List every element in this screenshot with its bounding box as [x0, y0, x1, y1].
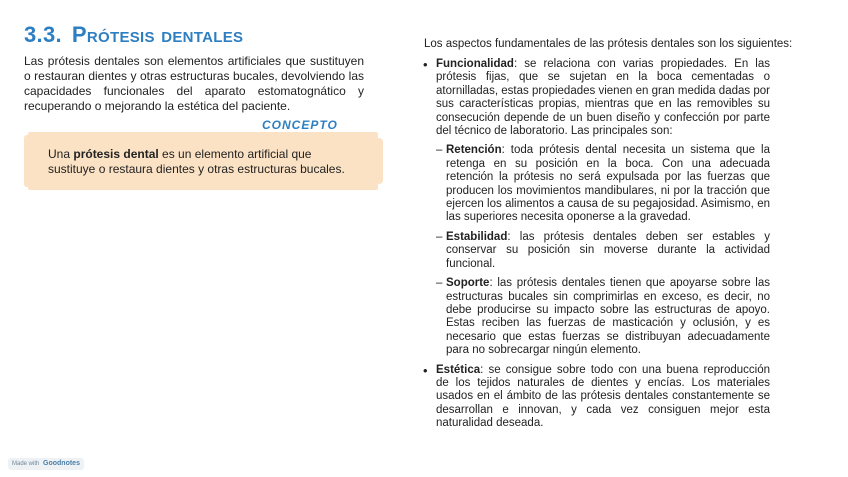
subitem-retencion: [436, 144, 770, 224]
subitem-soporte: [436, 277, 770, 357]
concept-label: CONCEPTO: [262, 118, 338, 132]
goodnotes-watermark: [8, 458, 84, 470]
subitem-text: : toda prótesis dental necesita un sistema que la retenga en su posición en la boca. Con una adecuada retención la prótesis no será expulsada por las fuerzas que producen los movimientos mandibulares, ni por la tracción que ejercen los alimentos a causa de su pegajosidad. Asimismo, en las superiores necesita oponerse a la gravedad.: [446, 144, 770, 224]
watermark-made-with: Made with: [12, 461, 40, 467]
aspect-text: : se consigue sobre todo con una buena reproducción de los tejidos naturales de dientes y encías. Los materiales usados en el ámbito de las prótesis dentales constantemente se desarrollan e innovan, y cada vez consiguen mejor esta naturalidad deseada.: [436, 363, 770, 430]
section-heading: [24, 22, 243, 48]
subitems-list: [436, 144, 770, 357]
watermark-brand: Goodnotes: [43, 460, 80, 467]
aspect-item-funcionalidad: [422, 58, 770, 358]
aspect-text: : se relaciona con varias propiedades. En las prótesis fijas, que se sujetan en la boca cementadas o atornilladas, estas propiedades vienen en gran medida dadas por sus características propias, mientras que en las removibles su consecución depende de un buen diseño y confección por parte del técnico de laboratorio. Las principales son:: [436, 58, 770, 138]
concept-term: prótesis dental: [73, 147, 159, 161]
section-title: Prótesis dentales: [71, 22, 244, 47]
subitem-term: Estabilidad: [446, 230, 508, 243]
intro-paragraph: Las prótesis dentales son elementos artificiales que sustituyen o restauran dientes y otras estructuras bucales, devolviendo las capacidades funcionales del aparato estomatognático y recuperando o mejorando la estética del paciente.: [24, 54, 364, 113]
aspect-term: Funcionalidad: [436, 58, 514, 70]
subitem-text: : las prótesis dentales tienen que apoyarse sobre las estructuras bucales sin comprimirlas en exceso, es decir, no debe producirse su impacto sobre las estructuras de apoyo. Estas reciben las fuerzas de masticación y oclusión, y es necesario que estas fuerzas se distribuyan adecuadamente para no sobrecargar ningún elemento.: [446, 277, 770, 357]
subitem-estabilidad: [436, 231, 770, 271]
section-number: 3.3.: [24, 22, 62, 47]
subitem-text: : las prótesis dentales deben ser estables y conservar su posición sin moverse durante la actividad funcional.: [446, 230, 770, 270]
subitem-term: Retención: [446, 144, 502, 157]
concept-prefix: Una: [48, 147, 74, 161]
concept-definition: [48, 147, 348, 177]
aspect-term: Estética: [436, 363, 481, 376]
aspects-lead: Los aspectos fundamentales de las prótesis dentales son los siguientes:: [424, 38, 793, 50]
concept-rest: es un elemento artificial que sustituye o restaura dientes y otras estructuras bucales.: [48, 147, 345, 176]
aspects-list: [422, 58, 770, 436]
concept-box: [28, 132, 378, 190]
aspect-item-estetica: [422, 364, 770, 431]
subitem-term: Soporte: [446, 277, 490, 290]
